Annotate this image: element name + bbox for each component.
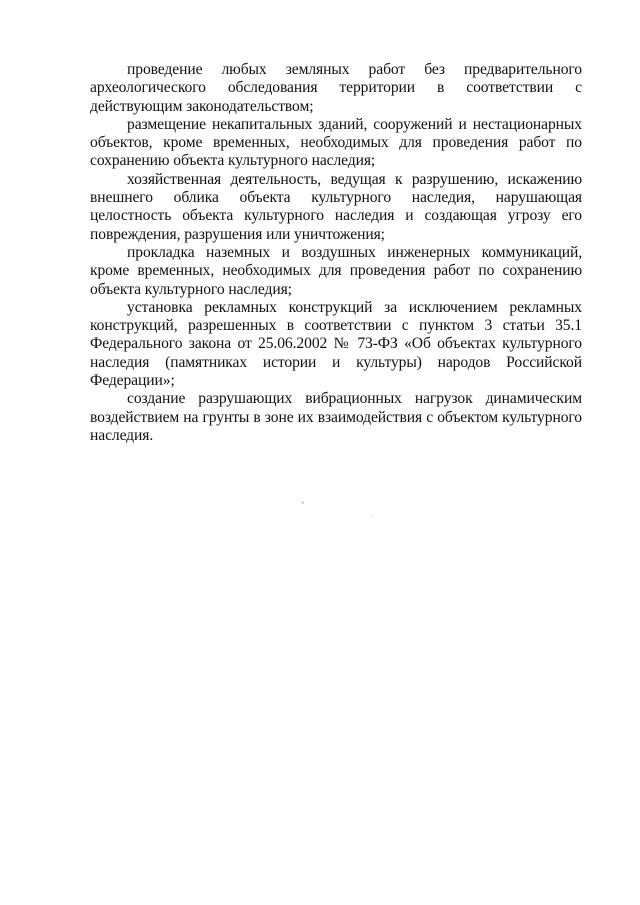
scan-mark: . — [371, 512, 373, 519]
paragraph-economic-activity: хозяйственная деятельность, ведущая к разрушению, искажению внешнего облика объекта культурного наследия, нарушающая целостность объекта культурного наследия и создающая угрозу его повреждения, разрушения или уничтожения; — [90, 170, 582, 243]
paragraph-temporary-buildings: размещение некапитальных зданий, сооружений и нестационарных объектов, кроме временных, необходимых для проведения работ по сохранению объекта культурного наследия; — [90, 115, 582, 170]
scan-mark: ` — [301, 502, 306, 512]
paragraph-vibration-loads: создание разрушающих вибрационных нагрузок динамическим воздействием на грунты в зоне их взаимодействия с объектом культурного наследия. — [90, 390, 582, 444]
paragraph-earthworks: проведение любых земляных работ без предварительного археологического обследования территории в соответствии с действующим законодательством; — [90, 61, 582, 115]
paragraph-advertising: установка рекламных конструкций за исключением рекламных конструкций, разрешенных в соответствии с пунктом 3 статьи 35.1 Федерального закона от 25.06.2002 № 73-ФЗ «Об объектах культурного наследия (памятниках истории и культуры) народов Российской Федерации»; — [90, 298, 582, 390]
paragraph-utilities: прокладка наземных и воздушных инженерных коммуникаций, кроме временных, необходимых для проведения работ по сохранению объекта культурного наследия; — [90, 243, 582, 298]
document-body — [90, 61, 582, 445]
